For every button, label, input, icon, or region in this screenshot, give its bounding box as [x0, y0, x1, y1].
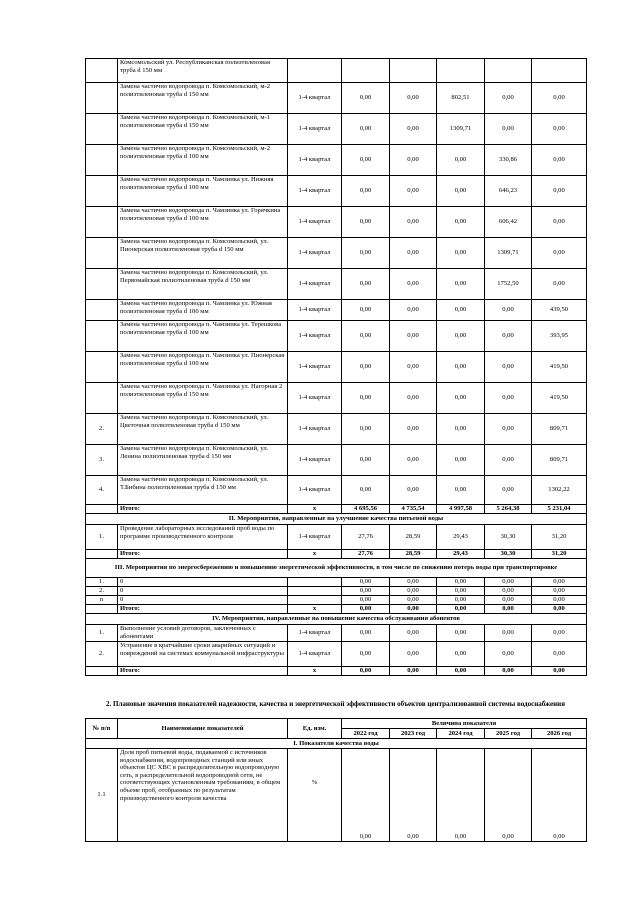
measure-row: [86, 145, 587, 176]
period: 1-4 квартал: [288, 476, 342, 505]
indicator-value-2024: 0,00: [437, 749, 485, 842]
value-2024: 0,00: [437, 352, 485, 383]
row-num: [86, 176, 118, 207]
measure-name: Замена частично водопровода п. Комсомольский, ул. Пионерская полиэтиленовая труба d 150 мм: [118, 238, 288, 269]
value-2026: 0,00: [532, 625, 587, 642]
value-2022: 0,00: [342, 625, 390, 642]
value-2023: 0,00: [390, 300, 437, 321]
total-row: [86, 667, 587, 676]
row-num: [86, 238, 118, 269]
measure-row: [86, 352, 587, 383]
value-2025: 0,00: [485, 596, 532, 605]
period: 1-4 квартал: [288, 238, 342, 269]
value-2025: 606,42: [485, 207, 532, 238]
total-2023: 4 735,54: [390, 505, 437, 514]
value-2023: [390, 59, 437, 83]
measure-row: [86, 114, 587, 145]
row-num: [86, 321, 118, 352]
section-heading: I. Показатели качества воды: [86, 739, 587, 749]
total-num: [86, 667, 118, 676]
row-num: [86, 114, 118, 145]
value-2025: 0,00: [485, 300, 532, 321]
indicator-row: [86, 749, 587, 842]
period: 1-4 квартал: [288, 207, 342, 238]
total-2022: 27,76: [342, 550, 390, 559]
period: 1-4 квартал: [288, 321, 342, 352]
total-2026: 0,00: [532, 605, 587, 614]
total-2025: 0,00: [485, 667, 532, 676]
value-2022: 0,00: [342, 207, 390, 238]
value-2022: 0,00: [342, 476, 390, 505]
measure-name: Выполнение условий договоров, заключенных с абонентами: [118, 625, 288, 642]
period: 1-4 квартал: [288, 176, 342, 207]
value-2026: 0,00: [532, 587, 587, 596]
measure-row: [86, 59, 587, 83]
total-row: [86, 505, 587, 514]
value-2025: 0,00: [485, 642, 532, 667]
total-2025: 0,00: [485, 605, 532, 614]
section-heading-row: [86, 739, 587, 749]
measure-name: Замена частично водопровода п. Чамзинка ул. Южная полиэтиленовая труба d 100 мм: [118, 300, 288, 321]
total-2024: 0,00: [437, 667, 485, 676]
total-label: Итого:: [118, 667, 288, 676]
period: 1-4 квартал: [288, 525, 342, 550]
row-num: 2.: [86, 642, 118, 667]
row-num: [86, 300, 118, 321]
section-heading: II. Мероприятия, направленные на улучшение качества питьевой воды: [86, 514, 587, 525]
value-2024: 0,00: [437, 145, 485, 176]
total-label: Итого:: [118, 505, 288, 514]
section-row: [86, 559, 587, 578]
value-2024: 0,00: [437, 321, 485, 352]
value-2026: 0,00: [532, 238, 587, 269]
period: 1-4 квартал: [288, 145, 342, 176]
total-2025: 30,30: [485, 550, 532, 559]
value-2025: 0,00: [485, 383, 532, 414]
total-2024: 0,00: [437, 605, 485, 614]
total-2026: 31,20: [532, 550, 587, 559]
value-2025: 0,00: [485, 578, 532, 587]
value-2023: 0,00: [390, 176, 437, 207]
value-2024: 0,00: [437, 625, 485, 642]
measure-row: [86, 383, 587, 414]
value-2022: 0,00: [342, 114, 390, 145]
total-2023: 0,00: [390, 605, 437, 614]
total-2022: 4 695,56: [342, 505, 390, 514]
indicators-table: [85, 718, 587, 842]
header-year-2022: 2022 год: [342, 729, 390, 739]
header-year-2026: 2026 год: [532, 729, 587, 739]
value-2023: 0,00: [390, 625, 437, 642]
measure-row: [86, 269, 587, 300]
value-2023: 0,00: [390, 642, 437, 667]
measure-row: [86, 596, 587, 605]
value-2026: 0,00: [532, 114, 587, 145]
total-num: [86, 605, 118, 614]
measure-name: Замена частично водопровода п. Чамзинка ул. Горячкина полиэтиленовая труба d 100 мм: [118, 207, 288, 238]
value-2023: 0,00: [390, 145, 437, 176]
value-2026: 0,00: [532, 207, 587, 238]
total-unit: х: [288, 505, 342, 514]
row-num: 2.: [86, 587, 118, 596]
measure-name: Замена частично водопровода п. Комсомольский, ул. Первомайская полиэтиленовая труба d 150 мм: [118, 269, 288, 300]
measure-row: [86, 578, 587, 587]
period: [288, 59, 342, 83]
value-2024: 0,00: [437, 269, 485, 300]
row-num: [86, 383, 118, 414]
measure-name: Замена частично водопровода п. Комсомольский, м-1 полиэтиленовая труба d 150 мм: [118, 114, 288, 145]
value-2024: 0,00: [437, 445, 485, 476]
indicator-value-2023: 0,00: [390, 749, 437, 842]
measure-row: [86, 300, 587, 321]
total-2024: 4 997,58: [437, 505, 485, 514]
value-2022: 0,00: [342, 414, 390, 445]
row-num: 4.: [86, 476, 118, 505]
section-row: [86, 614, 587, 625]
section-row: [86, 514, 587, 525]
value-2023: 0,00: [390, 578, 437, 587]
row-num: 3.: [86, 445, 118, 476]
value-2022: 0,00: [342, 383, 390, 414]
value-2026: 1302,22: [532, 476, 587, 505]
value-2022: 0,00: [342, 596, 390, 605]
value-2023: 0,00: [390, 114, 437, 145]
value-2024: 0,00: [437, 476, 485, 505]
total-unit: х: [288, 550, 342, 559]
measure-row: [86, 445, 587, 476]
measure-name: Замена частично водопровода п. Чамзинка ул. Нижняя полиэтиленовая труба d 100 мм: [118, 176, 288, 207]
value-2024: 0,00: [437, 238, 485, 269]
value-2025: 1309,71: [485, 238, 532, 269]
value-2024: 0,00: [437, 300, 485, 321]
measure-row: [86, 414, 587, 445]
total-2026: 0,00: [532, 667, 587, 676]
measure-row: [86, 176, 587, 207]
value-2023: 0,00: [390, 207, 437, 238]
row-num: [86, 145, 118, 176]
value-2026: 31,20: [532, 525, 587, 550]
value-2025: 0,00: [485, 414, 532, 445]
header-year-2023: 2023 год: [390, 729, 437, 739]
period: 1-4 квартал: [288, 383, 342, 414]
measure-name: Замена частично водопровода п. Комсомольский, м-2 полиэтиленовая труба d 150 мм: [118, 83, 288, 114]
period: 1-4 квартал: [288, 269, 342, 300]
value-2024: 802,51: [437, 83, 485, 114]
value-2026: 809,71: [532, 414, 587, 445]
value-2023: 0,00: [390, 596, 437, 605]
total-2025: 5 264,38: [485, 505, 532, 514]
value-2023: 0,00: [390, 269, 437, 300]
row-num: [86, 352, 118, 383]
measure-name: Замена частично водопровода п. Комсомольский, м-2 полиэтиленовая труба d 100 мм: [118, 145, 288, 176]
value-2026: 439,50: [532, 300, 587, 321]
measure-name: Замена частично водопровода п. Чамзинка ул. Нагорная 2 полиэтиленовая труба d 150 мм: [118, 383, 288, 414]
value-2025: 0,00: [485, 83, 532, 114]
value-2024: 0,00: [437, 596, 485, 605]
total-2023: 0,00: [390, 667, 437, 676]
value-2025: 0,00: [485, 114, 532, 145]
value-2022: 27,76: [342, 525, 390, 550]
measure-name: 0: [118, 596, 288, 605]
value-2025: 0,00: [485, 321, 532, 352]
total-num: [86, 505, 118, 514]
value-2026: 0,00: [532, 642, 587, 667]
period: [288, 596, 342, 605]
value-2022: [342, 59, 390, 83]
value-2026: [532, 59, 587, 83]
value-2024: 0,00: [437, 578, 485, 587]
value-2025: 330,86: [485, 145, 532, 176]
period: 1-4 квартал: [288, 414, 342, 445]
value-2024: 1309,71: [437, 114, 485, 145]
value-2022: 0,00: [342, 300, 390, 321]
indicators-title: 2. Плановые значения показателей надежности, качества и энергетической эффективности объектов централизованной системы водоснабжения: [106, 700, 565, 708]
value-2022: 0,00: [342, 587, 390, 596]
period: [288, 578, 342, 587]
value-2025: 0,00: [485, 476, 532, 505]
value-2024: 29,43: [437, 525, 485, 550]
period: 1-4 квартал: [288, 114, 342, 145]
header-name: Наименование показателей: [118, 719, 288, 739]
value-2023: 0,00: [390, 414, 437, 445]
value-2022: 0,00: [342, 176, 390, 207]
value-2022: 0,00: [342, 642, 390, 667]
investment-measures-body: [86, 59, 587, 676]
indicator-name: Доля проб питьевой воды, подаваемой с источников водоснабжения, водопроводных станций или иных объектов ЦС ХВС в распределительную водопроводную сеть, в распределительной водопроводной сети, не соответствующих установленным требованиям, в общем объеме проб, отобранных по результатам производственного контроля качества: [118, 749, 288, 842]
value-2023: 0,00: [390, 352, 437, 383]
value-2023: 0,00: [390, 476, 437, 505]
value-2026: 419,50: [532, 383, 587, 414]
measure-name: 0: [118, 578, 288, 587]
indicator-value-2025: 0,00: [485, 749, 532, 842]
value-2024: 0,00: [437, 176, 485, 207]
header-value: Величина показателя: [342, 719, 587, 729]
period: 1-4 квартал: [288, 83, 342, 114]
section-heading: III. Мероприятия по энергосбережению и повышению энергетической эффективности, в том числе по снижению потерь воды при транспортировке: [86, 559, 587, 578]
value-2025: 0,00: [485, 445, 532, 476]
value-2022: 0,00: [342, 445, 390, 476]
row-num: 1.: [86, 578, 118, 587]
row-num: 2.: [86, 414, 118, 445]
value-2026: 0,00: [532, 83, 587, 114]
investment-measures-table: [85, 58, 587, 676]
value-2022: 0,00: [342, 321, 390, 352]
value-2026: 393,95: [532, 321, 587, 352]
section-heading: IV. Мероприятия, направленные на повышение качества обслуживания абонентов: [86, 614, 587, 625]
value-2023: 0,00: [390, 587, 437, 596]
measure-name: Замена частично водопровода п. Чамзинка ул. Терешкова полиэтиленовая труба d 100 мм: [118, 321, 288, 352]
header-year-2025: 2025 год: [485, 729, 532, 739]
value-2026: 809,71: [532, 445, 587, 476]
value-2026: 419,50: [532, 352, 587, 383]
period: [288, 587, 342, 596]
row-num: 1.: [86, 625, 118, 642]
total-label: Итого:: [118, 605, 288, 614]
value-2024: 0,00: [437, 383, 485, 414]
measure-name: Замена частично водопровода п. Чамзинка ул. Пионерская полиэтиленовая труба d 100 мм: [118, 352, 288, 383]
measure-name: Устранение в кратчайшие сроки аварийных ситуаций и повреждений на системах коммунальной инфраструктуры: [118, 642, 288, 667]
value-2022: 0,00: [342, 145, 390, 176]
measure-row: [86, 625, 587, 642]
value-2023: 0,00: [390, 321, 437, 352]
measure-name: Замена частично водопровода п. Комсомольский, ул. Цветочная полиэтиленовая труба d 150 мм: [118, 414, 288, 445]
measure-row: [86, 207, 587, 238]
value-2026: 0,00: [532, 176, 587, 207]
value-2022: 0,00: [342, 83, 390, 114]
row-num: [86, 83, 118, 114]
value-2025: [485, 59, 532, 83]
measure-row: [86, 83, 587, 114]
measure-row: [86, 321, 587, 352]
measure-row: [86, 642, 587, 667]
value-2024: [437, 59, 485, 83]
header-unit: Ед. изм.: [288, 719, 342, 739]
row-num: n: [86, 596, 118, 605]
value-2025: 30,30: [485, 525, 532, 550]
value-2023: 0,00: [390, 238, 437, 269]
total-2024: 29,43: [437, 550, 485, 559]
measure-name: Замена частично водопровода п. Комсомольский, ул. Ленина полиэтиленовая труба d 150 мм: [118, 445, 288, 476]
measure-name: Проведение лабораторных исследований проб воды по программе производственного контроля: [118, 525, 288, 550]
total-2026: 5 231,04: [532, 505, 587, 514]
value-2024: 0,00: [437, 642, 485, 667]
measure-row: [86, 238, 587, 269]
value-2025: 0,00: [485, 625, 532, 642]
total-unit: х: [288, 667, 342, 676]
value-2024: 0,00: [437, 207, 485, 238]
indicator-value-2022: 0,00: [342, 749, 390, 842]
value-2023: 0,00: [390, 83, 437, 114]
value-2024: 0,00: [437, 587, 485, 596]
value-2022: 0,00: [342, 352, 390, 383]
period: 1-4 квартал: [288, 642, 342, 667]
indicators-body: [86, 719, 587, 842]
measure-row: [86, 587, 587, 596]
measure-row: [86, 525, 587, 550]
total-num: [86, 550, 118, 559]
row-num: [86, 59, 118, 83]
value-2023: 28,59: [390, 525, 437, 550]
value-2026: 0,00: [532, 269, 587, 300]
row-num: [86, 269, 118, 300]
indicator-num: 1.1: [86, 749, 118, 842]
value-2023: 0,00: [390, 445, 437, 476]
total-row: [86, 550, 587, 559]
header-num: № п/п: [86, 719, 118, 739]
value-2022: 0,00: [342, 269, 390, 300]
value-2025: 646,23: [485, 176, 532, 207]
measure-row: [86, 476, 587, 505]
value-2022: 0,00: [342, 238, 390, 269]
measure-name: 0: [118, 587, 288, 596]
row-num: [86, 207, 118, 238]
period: 1-4 квартал: [288, 625, 342, 642]
value-2024: 0,00: [437, 414, 485, 445]
value-2026: 0,00: [532, 145, 587, 176]
value-2025: 0,00: [485, 587, 532, 596]
period: 1-4 квартал: [288, 352, 342, 383]
value-2026: 0,00: [532, 596, 587, 605]
period: 1-4 квартал: [288, 445, 342, 476]
measure-name: Замена частично водопровода п. Комсомольский, ул. Т.Бибина полиэтиленовая труба d 150 мм: [118, 476, 288, 505]
measure-name: Комсомольский ул. Республиканская полиэтиленовая труба d 150 мм: [118, 59, 288, 83]
value-2023: 0,00: [390, 383, 437, 414]
indicator-value-2026: 0,00: [532, 749, 587, 842]
total-label: Итого:: [118, 550, 288, 559]
row-num: 1.: [86, 525, 118, 550]
total-2022: 0,00: [342, 667, 390, 676]
period: 1-4 квартал: [288, 300, 342, 321]
value-2026: 0,00: [532, 578, 587, 587]
total-row: [86, 605, 587, 614]
header-year-2024: 2024 год: [437, 729, 485, 739]
total-2022: 0,00: [342, 605, 390, 614]
total-unit: х: [288, 605, 342, 614]
indicators-header-row: [86, 719, 587, 729]
value-2022: 0,00: [342, 578, 390, 587]
value-2025: 1752,50: [485, 269, 532, 300]
total-2023: 28,59: [390, 550, 437, 559]
value-2025: 0,00: [485, 352, 532, 383]
indicator-unit: %: [288, 749, 342, 842]
